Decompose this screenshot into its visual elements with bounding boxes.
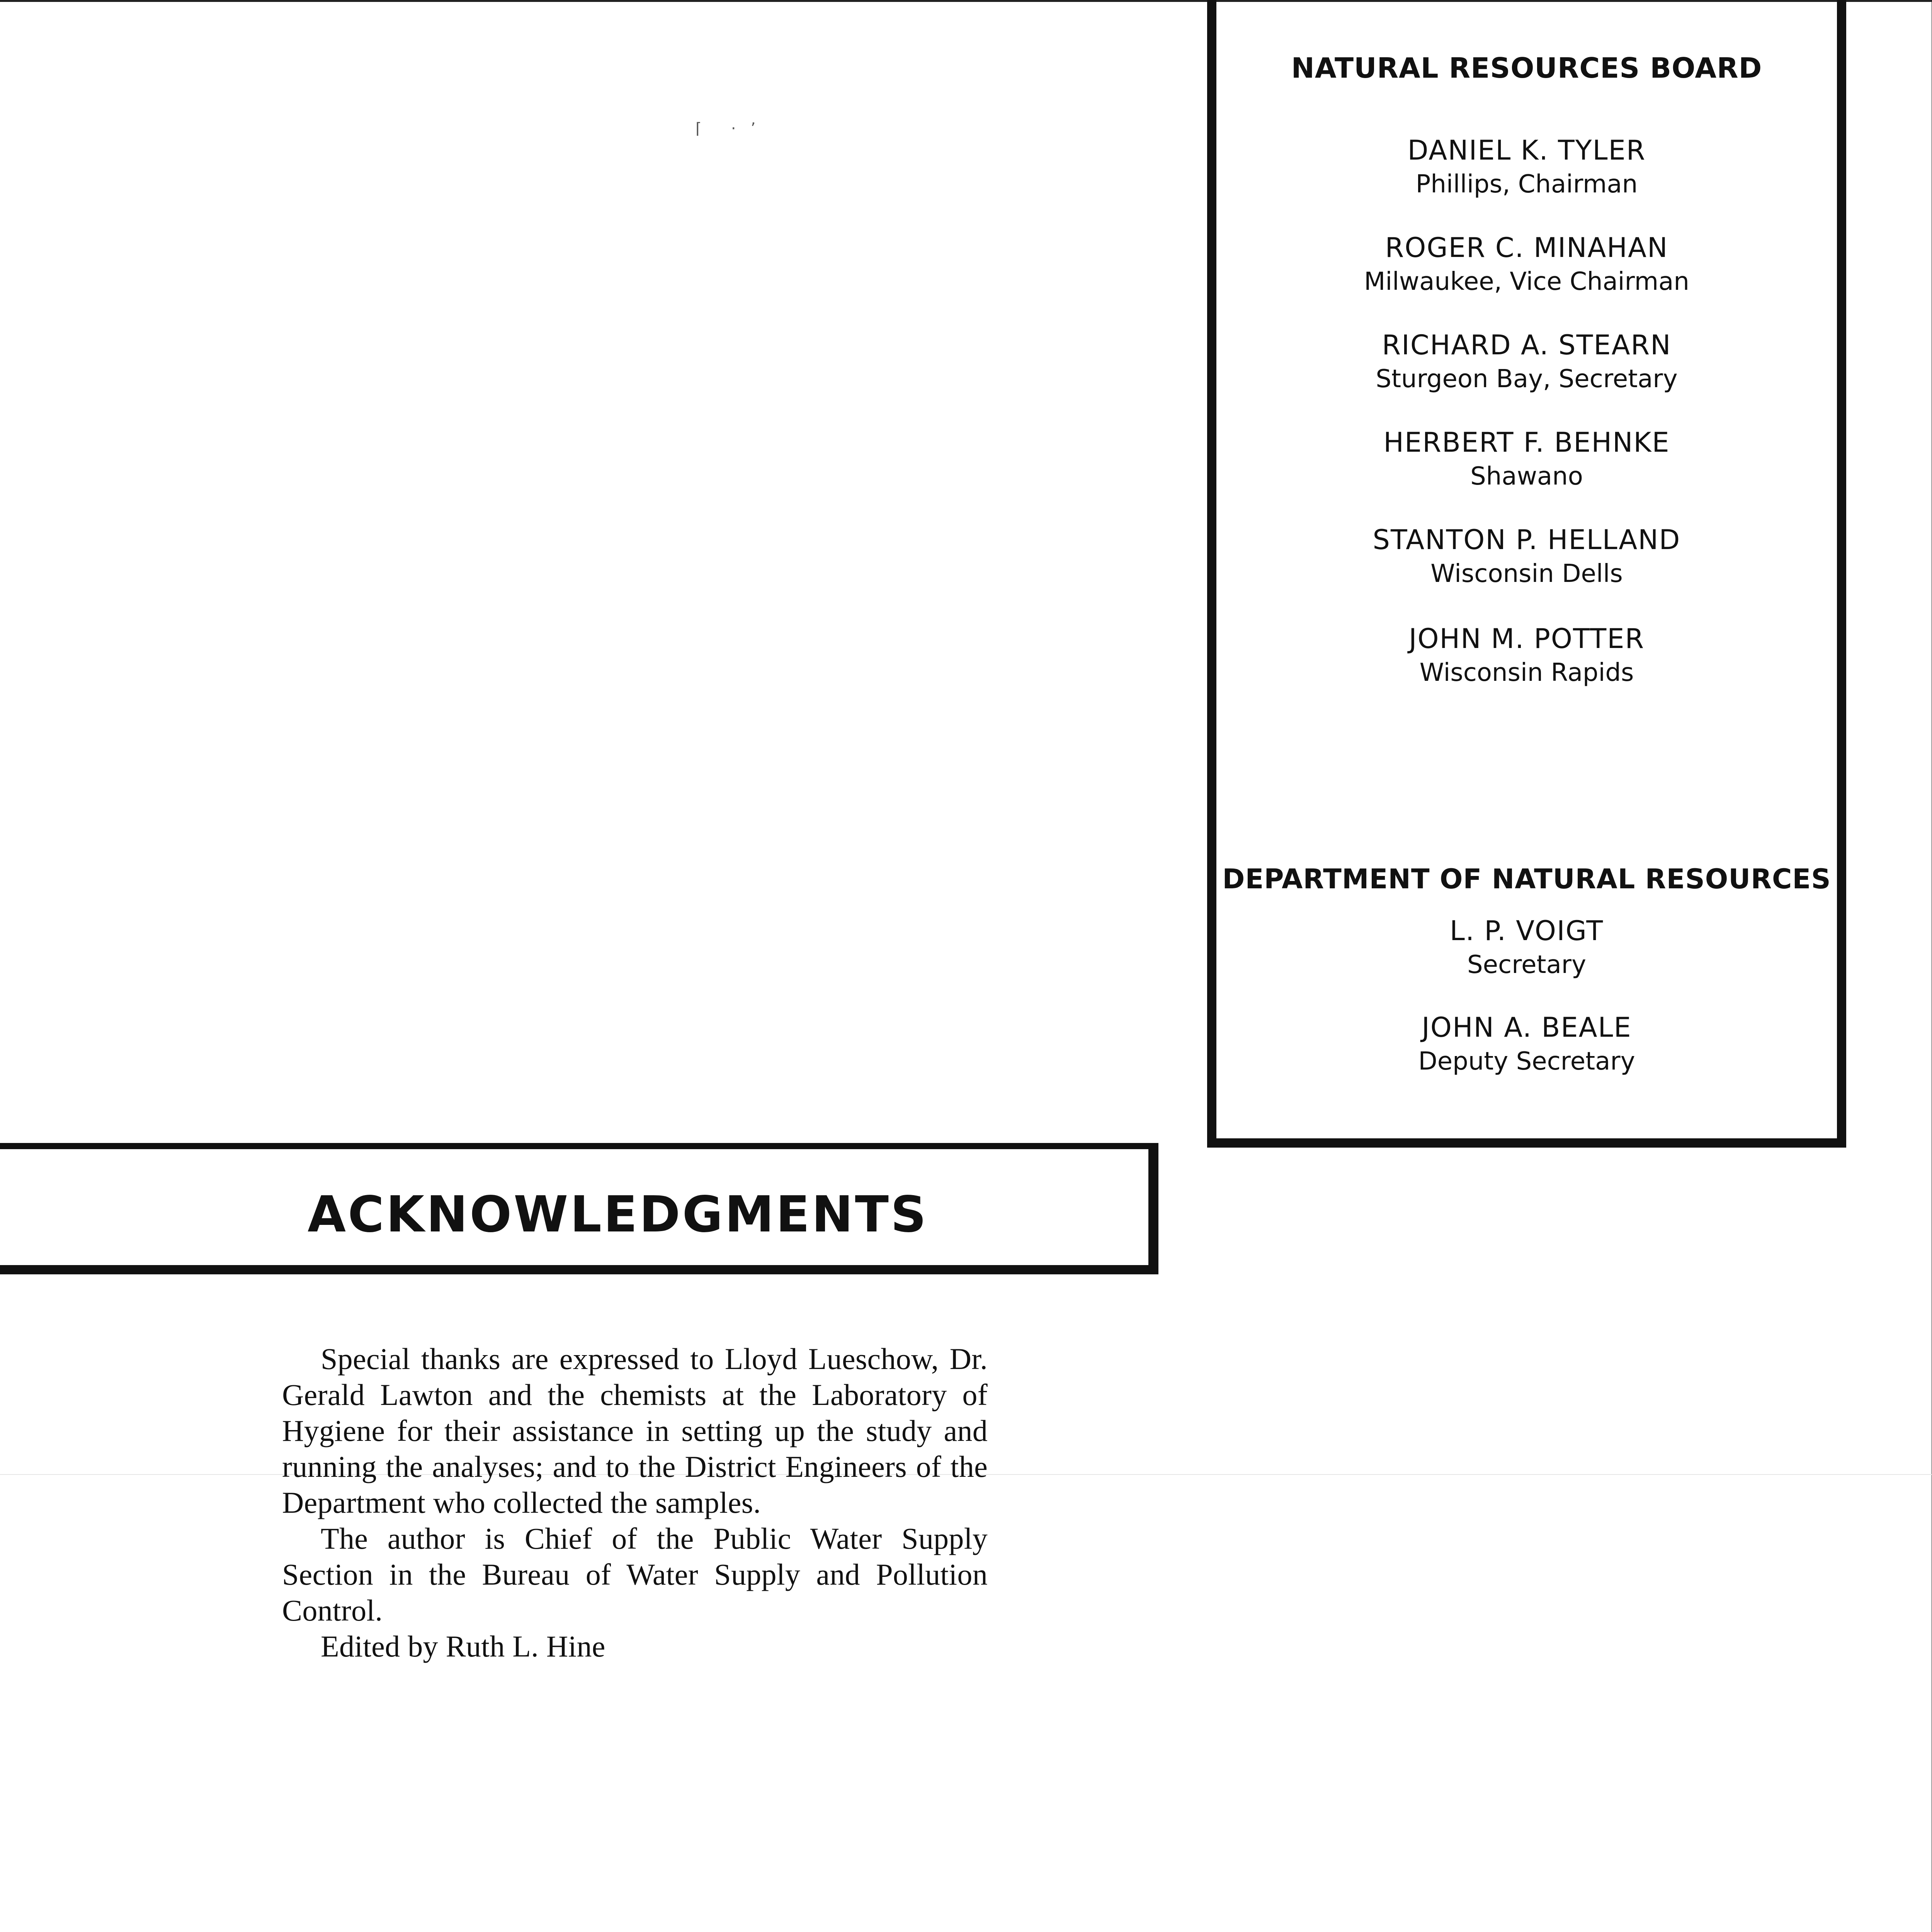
member-name: JOHN M. POTTER bbox=[1408, 623, 1645, 655]
department-heading: DEPARTMENT OF NATURAL RESOURCES bbox=[1222, 863, 1831, 895]
board-member bbox=[1216, 522, 1837, 590]
member-role: Wisconsin Dells bbox=[1430, 560, 1623, 588]
member-role: Sturgeon Bay, Secretary bbox=[1376, 365, 1678, 393]
board-member bbox=[1216, 230, 1837, 298]
board-member bbox=[1216, 425, 1837, 493]
officer-role: Secretary bbox=[1467, 951, 1586, 979]
board-box bbox=[1207, 0, 1846, 1148]
member-name: ROGER C. MINAHAN bbox=[1385, 232, 1668, 264]
officer-name: L. P. VOIGT bbox=[1449, 915, 1604, 947]
member-name: HERBERT F. BEHNKE bbox=[1383, 427, 1670, 458]
scan-specks: ⌈ · ’ bbox=[696, 120, 756, 138]
acknowledgments-body bbox=[282, 1341, 988, 1664]
board-heading: NATURAL RESOURCES BOARD bbox=[1291, 52, 1762, 84]
board-member bbox=[1216, 133, 1837, 201]
member-name: DANIEL K. TYLER bbox=[1407, 134, 1646, 166]
board-member bbox=[1216, 328, 1837, 396]
acknowledgments-banner bbox=[0, 1143, 1158, 1274]
department-officer bbox=[1216, 1010, 1837, 1078]
member-name: RICHARD A. STEARN bbox=[1382, 329, 1672, 361]
acknowledgments-title: ACKNOWLEDGMENTS bbox=[308, 1186, 929, 1243]
member-role: Milwaukee, Vice Chairman bbox=[1364, 267, 1689, 296]
member-role: Wisconsin Rapids bbox=[1419, 658, 1634, 687]
member-name: STANTON P. HELLAND bbox=[1372, 524, 1681, 556]
member-role: Shawano bbox=[1470, 462, 1583, 491]
member-role: Phillips, Chairman bbox=[1415, 170, 1638, 199]
acknowledgments-paragraph: The author is Chief of the Public Water Supply Section in the Bureau of Water Supply and Pollution Control. bbox=[282, 1522, 988, 1627]
officer-name: JOHN A. BEALE bbox=[1422, 1012, 1632, 1043]
editor-credit: Edited by Ruth L. Hine bbox=[321, 1629, 605, 1663]
officer-role: Deputy Secretary bbox=[1418, 1047, 1635, 1076]
department-officer bbox=[1216, 913, 1837, 981]
board-member bbox=[1216, 621, 1837, 689]
acknowledgments-paragraph: Special thanks are expressed to Lloyd Lueschow, Dr. Gerald Lawton and the chemists at the Laboratory of Hygiene for their assistance in setting up the study and running the analyses; and to the District Engineers of the Department who collected the samples. bbox=[282, 1342, 988, 1519]
